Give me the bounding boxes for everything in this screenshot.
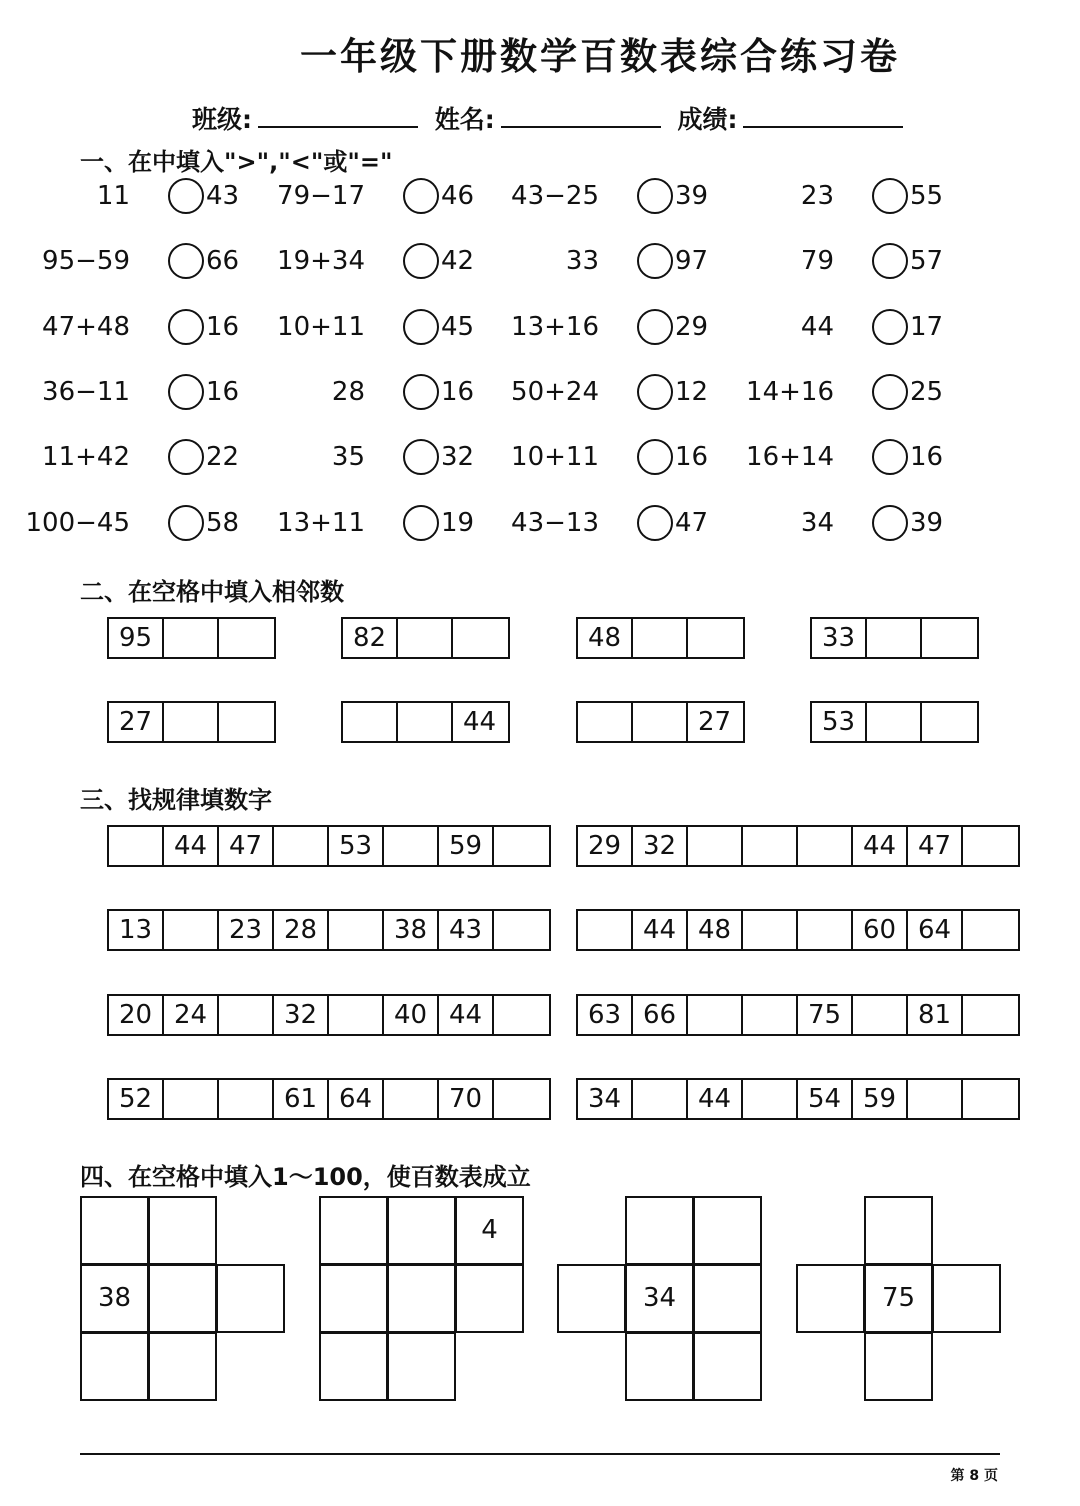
answer-circle[interactable]: [637, 374, 673, 410]
blank-cell[interactable]: [743, 996, 798, 1034]
pattern-row: [107, 994, 551, 1036]
left-expression: 43−13: [511, 507, 599, 538]
right-number: 16: [206, 376, 240, 407]
pattern-row: [107, 825, 551, 867]
number-cell: 63: [578, 996, 633, 1034]
answer-circle[interactable]: [403, 439, 439, 475]
blank-cell[interactable]: [693, 1264, 762, 1333]
right-number: 39: [910, 507, 944, 538]
number-cell: 44: [439, 996, 494, 1034]
left-expression: 47+48: [42, 311, 130, 342]
answer-circle[interactable]: [168, 505, 204, 541]
neighbor-row: [576, 701, 745, 743]
score-blank[interactable]: [743, 108, 903, 128]
number-cell: 52: [109, 1080, 164, 1118]
number-cell: 59: [439, 827, 494, 865]
blank-cell[interactable]: [343, 703, 398, 741]
neighbor-row: [341, 617, 510, 659]
blank-cell[interactable]: [164, 703, 219, 741]
left-expression: 19+34: [277, 246, 365, 277]
blank-cell[interactable]: [867, 703, 922, 741]
answer-circle[interactable]: [872, 178, 908, 214]
answer-circle[interactable]: [637, 178, 673, 214]
blank-cell[interactable]: [387, 1196, 456, 1265]
blank-cell[interactable]: [625, 1196, 694, 1265]
right-number: 16: [910, 442, 944, 473]
right-number: 66: [206, 246, 240, 277]
number-cell: 81: [908, 996, 963, 1034]
blank-cell[interactable]: [80, 1332, 149, 1401]
right-number: 19: [441, 507, 475, 538]
right-number: 97: [675, 246, 709, 277]
blank-cell[interactable]: [148, 1196, 217, 1265]
answer-circle[interactable]: [872, 374, 908, 410]
number-cell: 75: [798, 996, 853, 1034]
answer-circle[interactable]: [637, 243, 673, 279]
blank-cell[interactable]: [455, 1264, 524, 1333]
blank-cell[interactable]: [633, 1080, 688, 1118]
given-number-cell: 38: [80, 1264, 149, 1333]
neighbor-row: [341, 701, 510, 743]
blank-cell[interactable]: [319, 1332, 388, 1401]
number-cell: 48: [688, 911, 743, 949]
pattern-row: [576, 825, 1020, 867]
neighbor-row: [810, 701, 979, 743]
number-cell: 70: [439, 1080, 494, 1118]
left-expression: 95−59: [42, 246, 130, 277]
blank-cell[interactable]: [693, 1332, 762, 1401]
section1-heading: 一、在中填入">","<"或"=": [80, 148, 393, 176]
blank-cell[interactable]: [633, 619, 688, 657]
answer-circle[interactable]: [403, 374, 439, 410]
blank-cell[interactable]: [219, 996, 274, 1034]
left-expression: 13+16: [511, 311, 599, 342]
blank-cell[interactable]: [219, 1080, 274, 1118]
left-expression: 43−25: [511, 181, 599, 211]
left-expression: 13+11: [277, 507, 365, 538]
blank-cell[interactable]: [922, 703, 977, 741]
blank-cell[interactable]: [319, 1264, 388, 1333]
number-cell: 13: [109, 911, 164, 949]
neighbor-row: [576, 617, 745, 659]
blank-cell[interactable]: [908, 1080, 963, 1118]
blank-cell[interactable]: [963, 827, 1018, 865]
number-cell: 40: [384, 996, 439, 1034]
number-cell: 44: [633, 911, 688, 949]
blank-cell[interactable]: [164, 1080, 219, 1118]
blank-cell[interactable]: [148, 1332, 217, 1401]
blank-cell[interactable]: [384, 827, 439, 865]
right-number: 29: [675, 311, 709, 342]
section4-heading: 四、在空格中填入1～100，使百数表成立: [80, 1163, 531, 1191]
given-number-cell: 75: [864, 1264, 933, 1333]
given-number-cell: 4: [455, 1196, 524, 1265]
answer-circle[interactable]: [168, 178, 204, 214]
blank-cell[interactable]: [109, 827, 164, 865]
blank-cell[interactable]: [319, 1196, 388, 1265]
number-cell: 38: [384, 911, 439, 949]
blank-cell[interactable]: [798, 827, 853, 865]
left-expression: 10+11: [511, 442, 599, 473]
page-number: 第 8 页: [950, 1468, 998, 1484]
answer-circle[interactable]: [872, 243, 908, 279]
number-cell: 28: [274, 911, 329, 949]
blank-cell[interactable]: [274, 827, 329, 865]
number-cell: 23: [219, 911, 274, 949]
left-expression: 33: [565, 246, 599, 277]
blank-cell[interactable]: [922, 619, 977, 657]
right-number: 47: [675, 507, 709, 538]
blank-cell[interactable]: [494, 1080, 549, 1118]
blank-cell[interactable]: [743, 911, 798, 949]
number-cell: 53: [329, 827, 384, 865]
pattern-row: [576, 994, 1020, 1036]
answer-circle[interactable]: [168, 439, 204, 475]
number-cell: 44: [853, 827, 908, 865]
blank-cell[interactable]: [80, 1196, 149, 1265]
left-expression: 100−45: [25, 507, 130, 538]
section2-heading: 二、在空格中填入相邻数: [80, 578, 344, 606]
blank-cell[interactable]: [625, 1332, 694, 1401]
answer-circle[interactable]: [168, 243, 204, 279]
number-cell: 27: [109, 703, 164, 741]
blank-cell[interactable]: [384, 1080, 439, 1118]
blank-cell[interactable]: [743, 827, 798, 865]
blank-cell[interactable]: [867, 619, 922, 657]
number-cell: 29: [578, 827, 633, 865]
right-number: 17: [910, 311, 944, 342]
number-cell: 60: [853, 911, 908, 949]
left-expression: 11+42: [42, 442, 130, 473]
blank-cell[interactable]: [164, 911, 219, 949]
right-number: 39: [675, 181, 709, 211]
footer-divider: [80, 1453, 1000, 1455]
right-number: 58: [206, 507, 240, 538]
neighbor-row: [810, 617, 979, 659]
blank-cell[interactable]: [796, 1264, 865, 1333]
number-cell: 53: [812, 703, 867, 741]
right-number: 46: [441, 181, 475, 211]
number-cell: 82: [343, 619, 398, 657]
blank-cell[interactable]: [688, 619, 743, 657]
class-blank[interactable]: [258, 108, 418, 128]
number-cell: 44: [164, 827, 219, 865]
number-cell: 43: [439, 911, 494, 949]
pattern-row: [107, 909, 551, 951]
right-number: 55: [910, 181, 944, 211]
number-cell: 20: [109, 996, 164, 1034]
right-number: 32: [441, 442, 475, 473]
right-number: 25: [910, 376, 944, 407]
left-expression: 35: [331, 442, 365, 473]
pattern-row: [107, 1078, 551, 1120]
answer-circle[interactable]: [168, 374, 204, 410]
blank-cell[interactable]: [578, 911, 633, 949]
section3-heading: 三、找规律填数字: [80, 786, 272, 814]
left-expression: 28: [331, 376, 365, 407]
number-cell: 64: [908, 911, 963, 949]
number-cell: 47: [219, 827, 274, 865]
page-title: 一年级下册数学百数表综合练习卷: [300, 35, 900, 78]
right-number: 42: [441, 246, 475, 277]
left-expression: 10+11: [277, 311, 365, 342]
answer-circle[interactable]: [637, 309, 673, 345]
left-expression: 50+24: [511, 376, 599, 407]
blank-cell[interactable]: [578, 703, 633, 741]
blank-cell[interactable]: [494, 827, 549, 865]
answer-circle[interactable]: [637, 505, 673, 541]
answer-circle[interactable]: [872, 505, 908, 541]
right-number: 16: [206, 311, 240, 342]
number-cell: 34: [578, 1080, 633, 1118]
answer-circle[interactable]: [403, 309, 439, 345]
answer-circle[interactable]: [637, 439, 673, 475]
blank-cell[interactable]: [148, 1264, 217, 1333]
student-info: [192, 100, 911, 136]
name-blank[interactable]: [501, 108, 661, 128]
number-cell: 47: [908, 827, 963, 865]
right-number: 45: [441, 311, 475, 342]
given-number-cell: 34: [625, 1264, 694, 1333]
left-expression: 79−17: [277, 181, 365, 211]
right-number: 12: [675, 376, 709, 407]
pattern-row: [576, 909, 1020, 951]
blank-cell[interactable]: [494, 996, 549, 1034]
blank-cell[interactable]: [219, 703, 274, 741]
answer-circle[interactable]: [403, 505, 439, 541]
blank-cell[interactable]: [864, 1332, 933, 1401]
answer-circle[interactable]: [168, 309, 204, 345]
left-expression: 34: [800, 507, 834, 538]
number-cell: 48: [578, 619, 633, 657]
blank-cell[interactable]: [398, 619, 453, 657]
left-expression: 44: [800, 311, 834, 342]
answer-circle[interactable]: [872, 439, 908, 475]
number-cell: 27: [698, 707, 732, 737]
answer-circle[interactable]: [403, 243, 439, 279]
blank-cell[interactable]: [494, 911, 549, 949]
blank-cell[interactable]: [693, 1196, 762, 1265]
blank-cell[interactable]: [932, 1264, 1001, 1333]
blank-cell[interactable]: [329, 911, 384, 949]
blank-cell[interactable]: [963, 1080, 1018, 1118]
blank-cell[interactable]: [219, 619, 274, 657]
number-cell: 59: [853, 1080, 908, 1118]
number-cell: 32: [633, 827, 688, 865]
blank-cell[interactable]: [853, 996, 908, 1034]
left-expression: 23: [800, 181, 834, 211]
blank-cell[interactable]: [164, 619, 219, 657]
left-expression: 36−11: [42, 376, 130, 407]
class-label: 班级:: [192, 105, 252, 134]
left-expression: 79: [800, 246, 834, 277]
blank-cell[interactable]: [329, 996, 384, 1034]
blank-cell[interactable]: [798, 911, 853, 949]
neighbor-row: [107, 617, 276, 659]
blank-cell[interactable]: [398, 703, 453, 741]
answer-circle[interactable]: [872, 309, 908, 345]
score-label: 成绩:: [677, 105, 738, 134]
number-cell: 44: [688, 1080, 743, 1118]
number-cell: 64: [329, 1080, 384, 1118]
blank-cell[interactable]: [387, 1264, 456, 1333]
number-cell: 54: [798, 1080, 853, 1118]
blank-cell[interactable]: [963, 911, 1018, 949]
blank-cell[interactable]: [557, 1264, 626, 1333]
number-cell: 33: [812, 619, 867, 657]
blank-cell[interactable]: [864, 1196, 933, 1265]
blank-cell[interactable]: [743, 1080, 798, 1118]
right-number: 16: [675, 442, 709, 473]
neighbor-row: [107, 701, 276, 743]
blank-cell[interactable]: [963, 996, 1018, 1034]
blank-cell[interactable]: [216, 1264, 285, 1333]
name-label: 姓名:: [434, 105, 495, 134]
number-cell: 32: [274, 996, 329, 1034]
left-expression: 11: [96, 181, 130, 211]
number-cell: 24: [164, 996, 219, 1034]
number-cell: 61: [274, 1080, 329, 1118]
pattern-row: [576, 1078, 1020, 1120]
blank-cell[interactable]: [688, 996, 743, 1034]
right-number: 22: [206, 442, 240, 473]
number-cell: 66: [633, 996, 688, 1034]
blank-cell[interactable]: [453, 619, 508, 657]
left-expression: 16+14: [746, 442, 834, 473]
number-cell: 95: [109, 619, 164, 657]
answer-circle[interactable]: [403, 178, 439, 214]
left-expression: 14+16: [746, 376, 834, 407]
number-cell: 44: [463, 707, 497, 737]
right-number: 16: [441, 376, 475, 407]
blank-cell[interactable]: [387, 1332, 456, 1401]
right-number: 43: [206, 181, 240, 211]
right-number: 57: [910, 246, 944, 277]
blank-cell[interactable]: [688, 827, 743, 865]
blank-cell[interactable]: [633, 703, 688, 741]
